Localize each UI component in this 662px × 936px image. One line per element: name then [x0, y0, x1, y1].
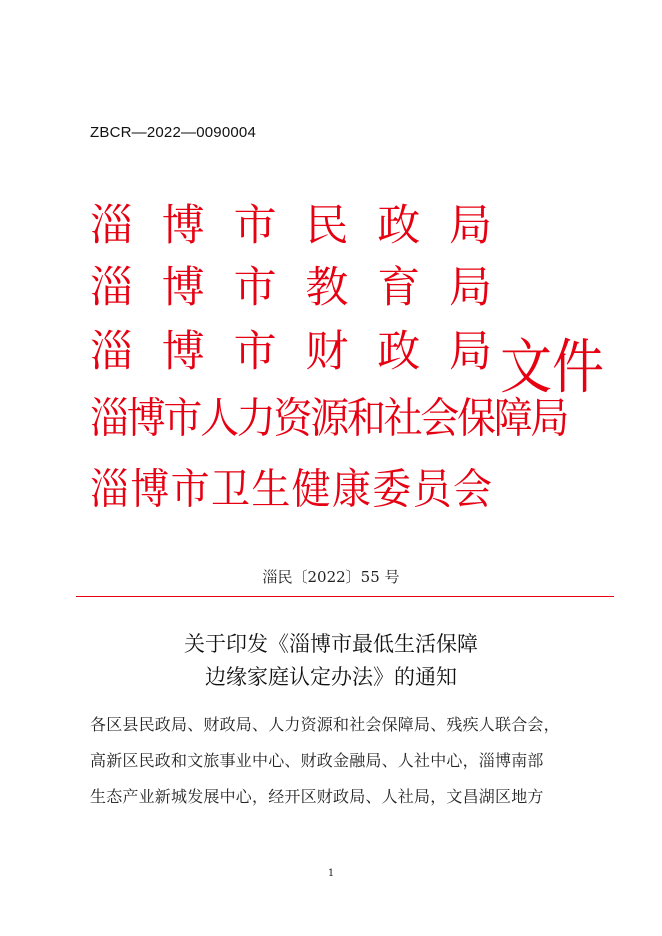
issuer-health-commission [90, 456, 492, 516]
issuer-char: 生 [251, 465, 291, 515]
issuer-char: 政 [377, 200, 421, 251]
issuer-char: 博 [130, 465, 170, 515]
issuer-text: 淄博市人力资源和社会保障局 [90, 394, 568, 444]
issuer-char: 淄 [90, 262, 133, 313]
document-title-line-1: 关于印发《淄博市最低生活保障 [184, 632, 478, 656]
issuer-char: 健 [291, 465, 331, 515]
issuer-char: 民 [305, 200, 349, 251]
issuer-char: 委 [372, 465, 412, 515]
issuer-char: 教 [305, 262, 349, 313]
issuer-char: 淄 [90, 326, 133, 377]
issuer-char: 政 [377, 326, 421, 377]
issuer-char: 淄 [90, 465, 130, 515]
issuer-char: 博 [161, 326, 205, 377]
document-title-line-2: 边缘家庭认定办法》的通知 [205, 665, 457, 689]
issuer-char: 市 [170, 465, 210, 515]
body-text-line-1: 各区县民政局、财政局、人力资源和社会保障局、残疾人联合会， [90, 715, 560, 734]
body-text-line-3: 生态产业新城发展中心，经开区财政局、人社局，文昌湖区地方 [90, 787, 544, 806]
issuer-finance-bureau [90, 322, 492, 377]
issuer-char: 局 [448, 326, 492, 377]
issuer-hr-social-security-bureau [90, 387, 568, 444]
issuer-char: 卫 [210, 465, 250, 515]
page-number: 1 [327, 868, 335, 879]
issuer-char: 局 [448, 200, 492, 251]
issuer-char: 市 [233, 326, 277, 377]
issuer-char: 市 [233, 200, 277, 251]
issuer-char: 员 [412, 465, 452, 515]
document-number: 淄民〔2022〕55 号 [262, 568, 400, 586]
issuer-char: 育 [377, 262, 421, 313]
issuer-char: 会 [452, 465, 492, 515]
issuer-char: 财 [305, 326, 349, 377]
issuer-education-bureau [90, 258, 492, 313]
document-type-label: 文件 [500, 333, 605, 403]
issuer-char: 康 [331, 465, 371, 515]
issuer-char: 局 [448, 262, 492, 313]
issuer-civil-affairs-bureau [90, 196, 492, 251]
issuer-char: 博 [161, 262, 205, 313]
issuer-char: 博 [161, 200, 205, 251]
issuer-char: 市 [233, 262, 277, 313]
body-text-line-2: 高新区民政和文旅事业中心、财政金融局、人社中心，淄博南部 [90, 751, 544, 770]
document-code: ZBCR—2022—0090004 [90, 124, 256, 141]
red-divider-line [76, 596, 614, 597]
issuer-char: 淄 [90, 200, 133, 251]
